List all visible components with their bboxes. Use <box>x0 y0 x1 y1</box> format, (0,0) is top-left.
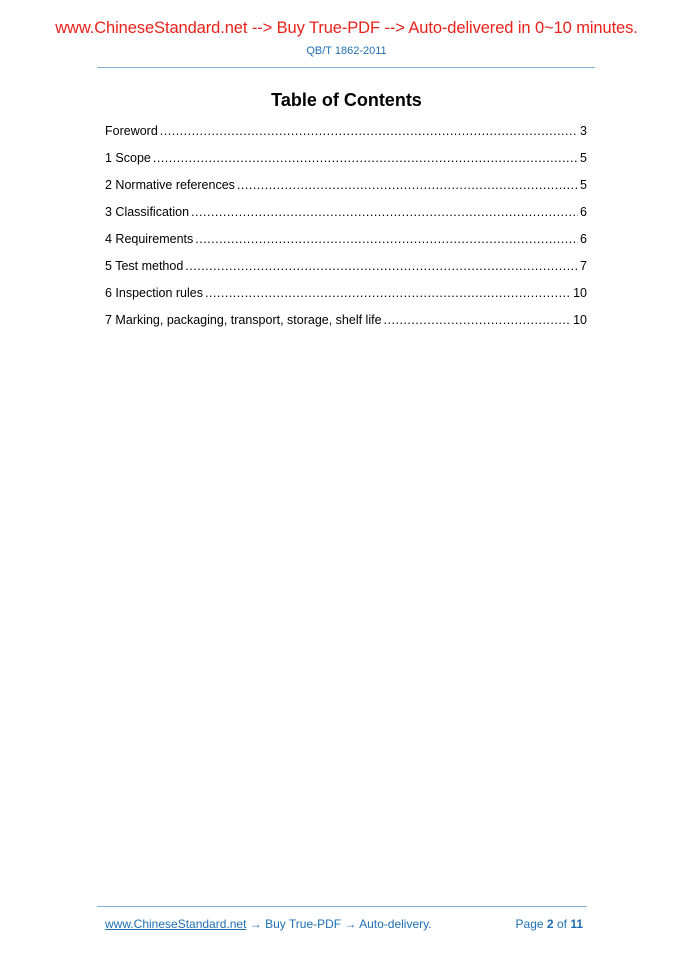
toc-entry-title: Foreword <box>105 124 158 138</box>
toc-title: Table of Contents <box>271 90 422 110</box>
toc-leader-dots <box>191 205 578 219</box>
toc-entry-page: 7 <box>580 259 587 273</box>
page-of: of <box>556 917 567 931</box>
toc-entry-title: 1 Scope <box>105 151 151 165</box>
toc-entry-scope[interactable] <box>105 151 587 178</box>
toc-entry-title: 2 Normative references <box>105 178 235 192</box>
page-label: Page <box>515 917 544 931</box>
toc-leader-dots <box>160 124 578 138</box>
page-total: 11 <box>570 917 583 931</box>
toc-entry-page: 10 <box>573 286 587 300</box>
page-indicator <box>516 917 583 931</box>
toc-entry-page: 3 <box>580 124 587 138</box>
toc-entry-title: 4 Requirements <box>105 232 194 246</box>
toc-entry-title: 5 Test method <box>105 259 184 273</box>
toc-entry-classification[interactable] <box>105 205 587 232</box>
toc-entry-test-method[interactable] <box>105 259 587 286</box>
footer-tail-text: → Buy True-PDF → Auto-delivery. <box>246 917 432 931</box>
toc-entry-page: 5 <box>580 178 587 192</box>
toc-entry-page: 5 <box>580 151 587 165</box>
header-divider <box>97 67 595 68</box>
footer-site-link[interactable]: www.ChineseStandard.net <box>105 917 247 931</box>
toc-entry-foreword[interactable] <box>105 124 587 151</box>
toc-entry-page: 6 <box>580 205 587 219</box>
toc-entry-title: 6 Inspection rules <box>105 286 203 300</box>
toc-leader-dots <box>185 259 578 273</box>
page-footer <box>105 917 583 931</box>
toc-entry-marking-packaging[interactable] <box>105 313 587 340</box>
toc-leader-dots <box>153 151 578 165</box>
toc-entry-title: 7 Marking, packaging, transport, storage, shelf life <box>105 313 382 327</box>
toc-leader-dots <box>384 313 572 327</box>
toc-list <box>105 124 587 340</box>
toc-entry-requirements[interactable] <box>105 232 587 259</box>
toc-entry-page: 10 <box>573 313 587 327</box>
header-banner: www.ChineseStandard.net --> Buy True-PDF --> Auto-delivered in 0~10 minutes. <box>55 19 638 37</box>
toc-entry-page: 6 <box>580 232 587 246</box>
document-code: QB/T 1862-2011 <box>306 45 387 57</box>
footer-divider <box>97 906 587 907</box>
toc-entry-normative-references[interactable] <box>105 178 587 205</box>
toc-entry-inspection-rules[interactable] <box>105 286 587 313</box>
toc-entry-title: 3 Classification <box>105 205 190 219</box>
toc-leader-dots <box>195 232 578 246</box>
footer-left <box>105 917 432 931</box>
toc-leader-dots <box>205 286 571 300</box>
toc-leader-dots <box>237 178 578 192</box>
page-current: 2 <box>546 917 554 931</box>
